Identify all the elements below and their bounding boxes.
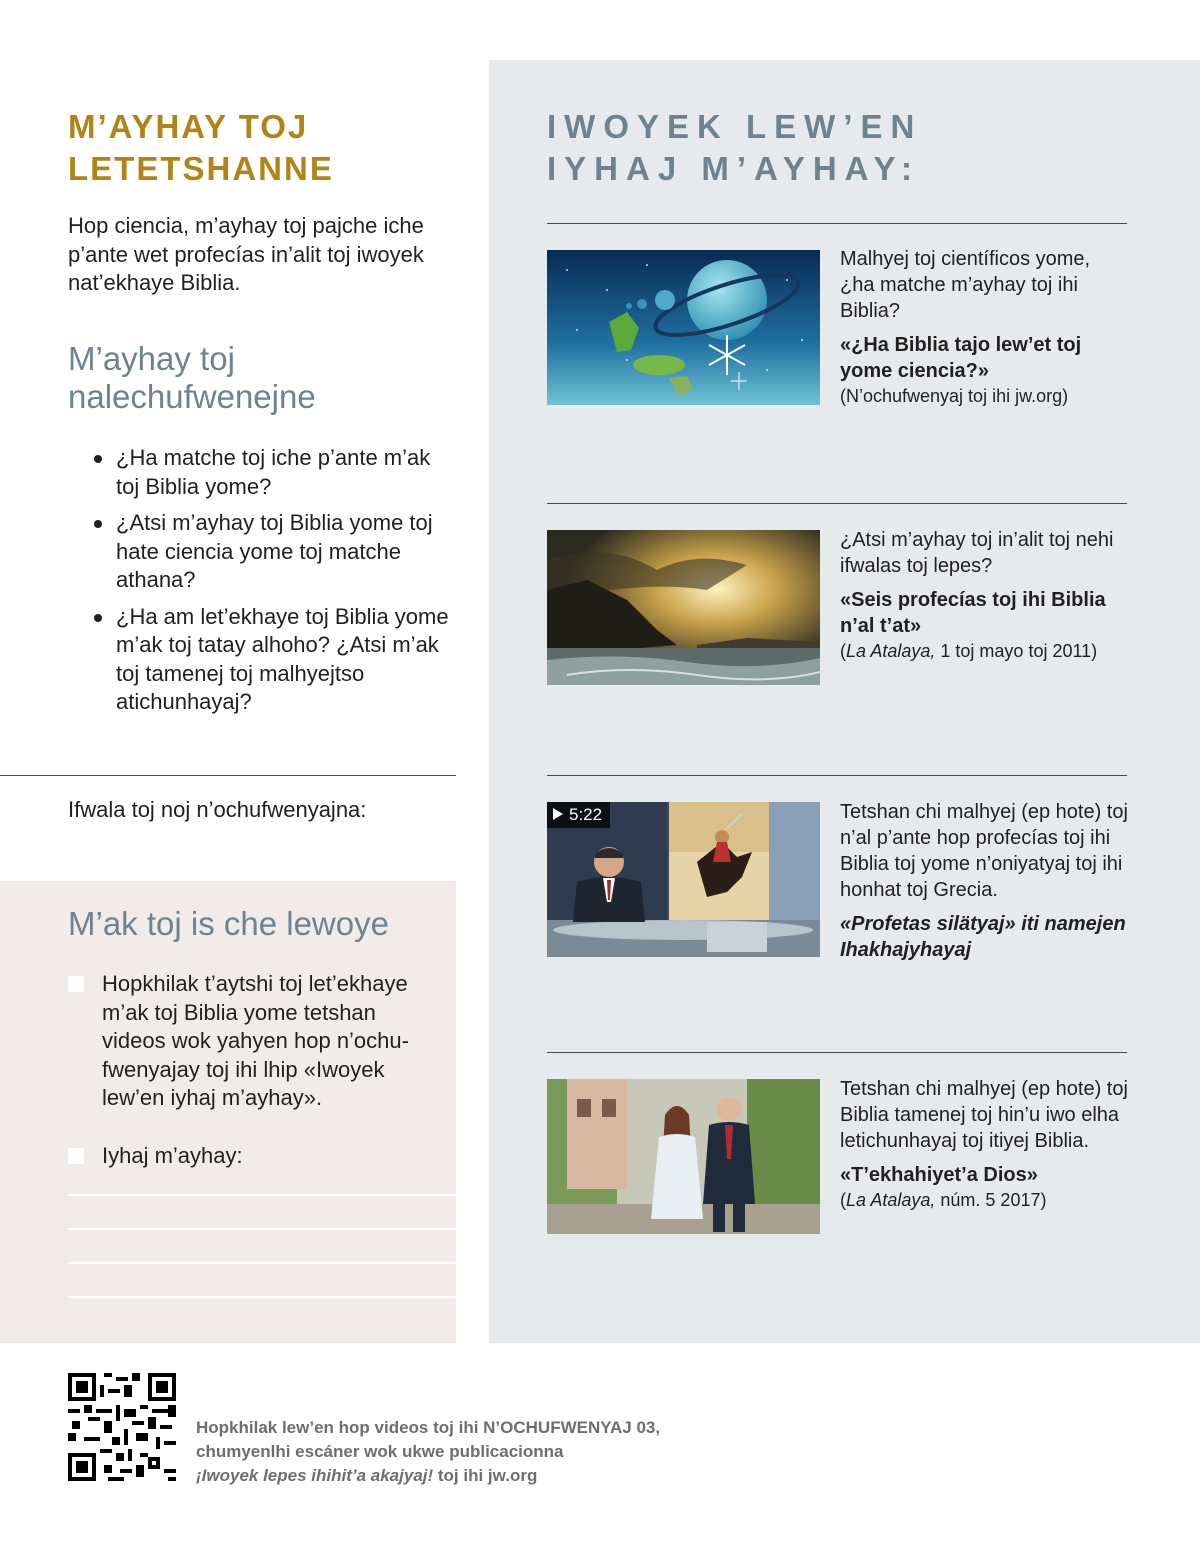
resource-video-thumbnail-2[interactable] (547, 1079, 820, 1234)
resource-description: ¿Atsi m’ayhay toj in’alit toj nehi ifwalas toj lepes? (840, 529, 1114, 577)
resource-title-link[interactable]: «Seis profecías toj ihi Biblia n’al t’at» (840, 589, 1106, 637)
resource-text-3 (840, 799, 1130, 963)
storm-sky-icon (547, 530, 820, 685)
divider (547, 775, 1127, 776)
question-item: ¿Ha matche toj iche p’ante m’ak toj Biblia yome? (92, 444, 452, 501)
resources-heading (547, 106, 1147, 190)
video-duration: 5:22 (569, 805, 603, 824)
divider (547, 503, 1127, 504)
checkbox[interactable] (68, 1148, 84, 1164)
video-duration-badge (547, 802, 610, 828)
write-line[interactable] (68, 1228, 456, 1230)
resource-text-1 (840, 246, 1130, 408)
resource-image-storm[interactable] (547, 530, 820, 685)
qr-code-icon[interactable] (68, 1373, 176, 1481)
footer-publication-title: ¡Iwoyek lepes ihihit’a akajyaj! (196, 1466, 434, 1485)
resources-heading-line2: IYHAJ M’AYHAY: (547, 150, 921, 187)
people-walking-icon (547, 1079, 820, 1234)
space-planets-icon (547, 250, 820, 405)
resource-description: Tetshan chi malhyej (ep hote) toj Biblia tamenej toj hin’u iwo elha letichunhayaj toj itiyej Biblia. (840, 1078, 1128, 1152)
source-paren: ( (840, 641, 846, 661)
source-date: núm. 5 2017) (935, 1190, 1047, 1210)
questions-heading-line2: nalechufwenejne (68, 378, 316, 415)
write-line[interactable] (68, 1296, 456, 1298)
resource-source: (N’ochufwenyaj toj ihi jw.org) (840, 386, 1069, 406)
divider (0, 775, 456, 776)
source-paren: ( (840, 1190, 846, 1210)
resource-title-link[interactable]: «¿Ha Biblia tajo lew’et toj yome ciencia?» (840, 334, 1082, 382)
questions-heading-line1: M’ayhay toj (68, 340, 235, 377)
resource-title-link[interactable]: «Profetas silätyaj» iti namejen Ihakhajyhayaj (840, 913, 1126, 961)
footer-line: Hopkhilak lew’en hop videos toj ihi N’OCHUFWENYAJ 03, (196, 1418, 661, 1437)
todo-item-text: Hopkhilak t’aytshi toj let’ekhaye m’ak toj Biblia yome tetshan videos wok yahyen hop n’ochufwenyajay toj ihi lhip «Iwoyek lew’en iyhaj m’ayhay». (102, 971, 409, 1110)
notes-label: Ifwala toj noj n’ochufwenyajna: (68, 797, 367, 822)
resource-image-space[interactable] (547, 250, 820, 405)
resource-source (840, 1188, 1130, 1212)
intro-paragraph: Hop ciencia, m’ayhay toj pajche iche p’ante wet profecías in’alit toj iwoyek nat’ekhaye Biblia. (68, 213, 424, 295)
todo-heading: M’ak toj is che lewoye (68, 905, 389, 942)
resource-title-link[interactable]: «T’ekhahiyet’a Dios» (840, 1164, 1038, 1186)
resource-description: Tetshan chi malhyej (ep hote) toj n’al p’ante hop profecías toj ihi Biblia toj yome n’oniyatyaj toj ihi honhat toj Grecia. (840, 801, 1128, 901)
question-item: ¿Ha am let’ekhaye toj Biblia yome m’ak toj tatay alhoho? ¿Atsi m’ak toj tamenej toj malhyejtso atichunhayaj? (92, 603, 452, 717)
todo-item-text: Iyhaj m’ayhay: (102, 1143, 243, 1168)
todo-item-watch (68, 970, 418, 1113)
resource-video-thumbnail[interactable] (547, 802, 820, 957)
checkbox[interactable] (68, 976, 84, 992)
divider (547, 1052, 1127, 1053)
footer-line: chumyenlhi escáner wok ukwe publicacionna (196, 1442, 564, 1461)
source-publication: La Atalaya, (846, 1190, 936, 1210)
source-date: 1 toj mayo toj 2011) (935, 641, 1098, 661)
main-title-line1: M’AYHAY TOJ (68, 108, 309, 145)
question-list (92, 444, 452, 725)
resource-description: Malhyej toj científicos yome, ¿ha matche m’ayhay toj ihi Biblia? (840, 248, 1091, 322)
play-icon (553, 808, 563, 820)
main-title-line2: LETETSHANNE (68, 150, 334, 187)
resource-source (840, 639, 1130, 663)
write-line[interactable] (68, 1262, 456, 1264)
resources-heading-line1: IWOYEK LEW’EN (547, 108, 923, 145)
todo-item-questions (68, 1142, 418, 1171)
divider (547, 223, 1127, 224)
footer-line (196, 1464, 716, 1488)
questions-heading (68, 340, 448, 416)
question-item: ¿Atsi m’ayhay toj Biblia yome toj hate ciencia yome toj matche athana? (92, 509, 452, 595)
footer-site: toj ihi jw.org (433, 1466, 538, 1485)
write-line[interactable] (68, 1194, 456, 1196)
resource-text-2 (840, 527, 1130, 663)
main-title (68, 106, 468, 190)
footer-note (196, 1416, 716, 1488)
resource-text-4 (840, 1076, 1130, 1212)
source-publication: La Atalaya, (846, 641, 936, 661)
